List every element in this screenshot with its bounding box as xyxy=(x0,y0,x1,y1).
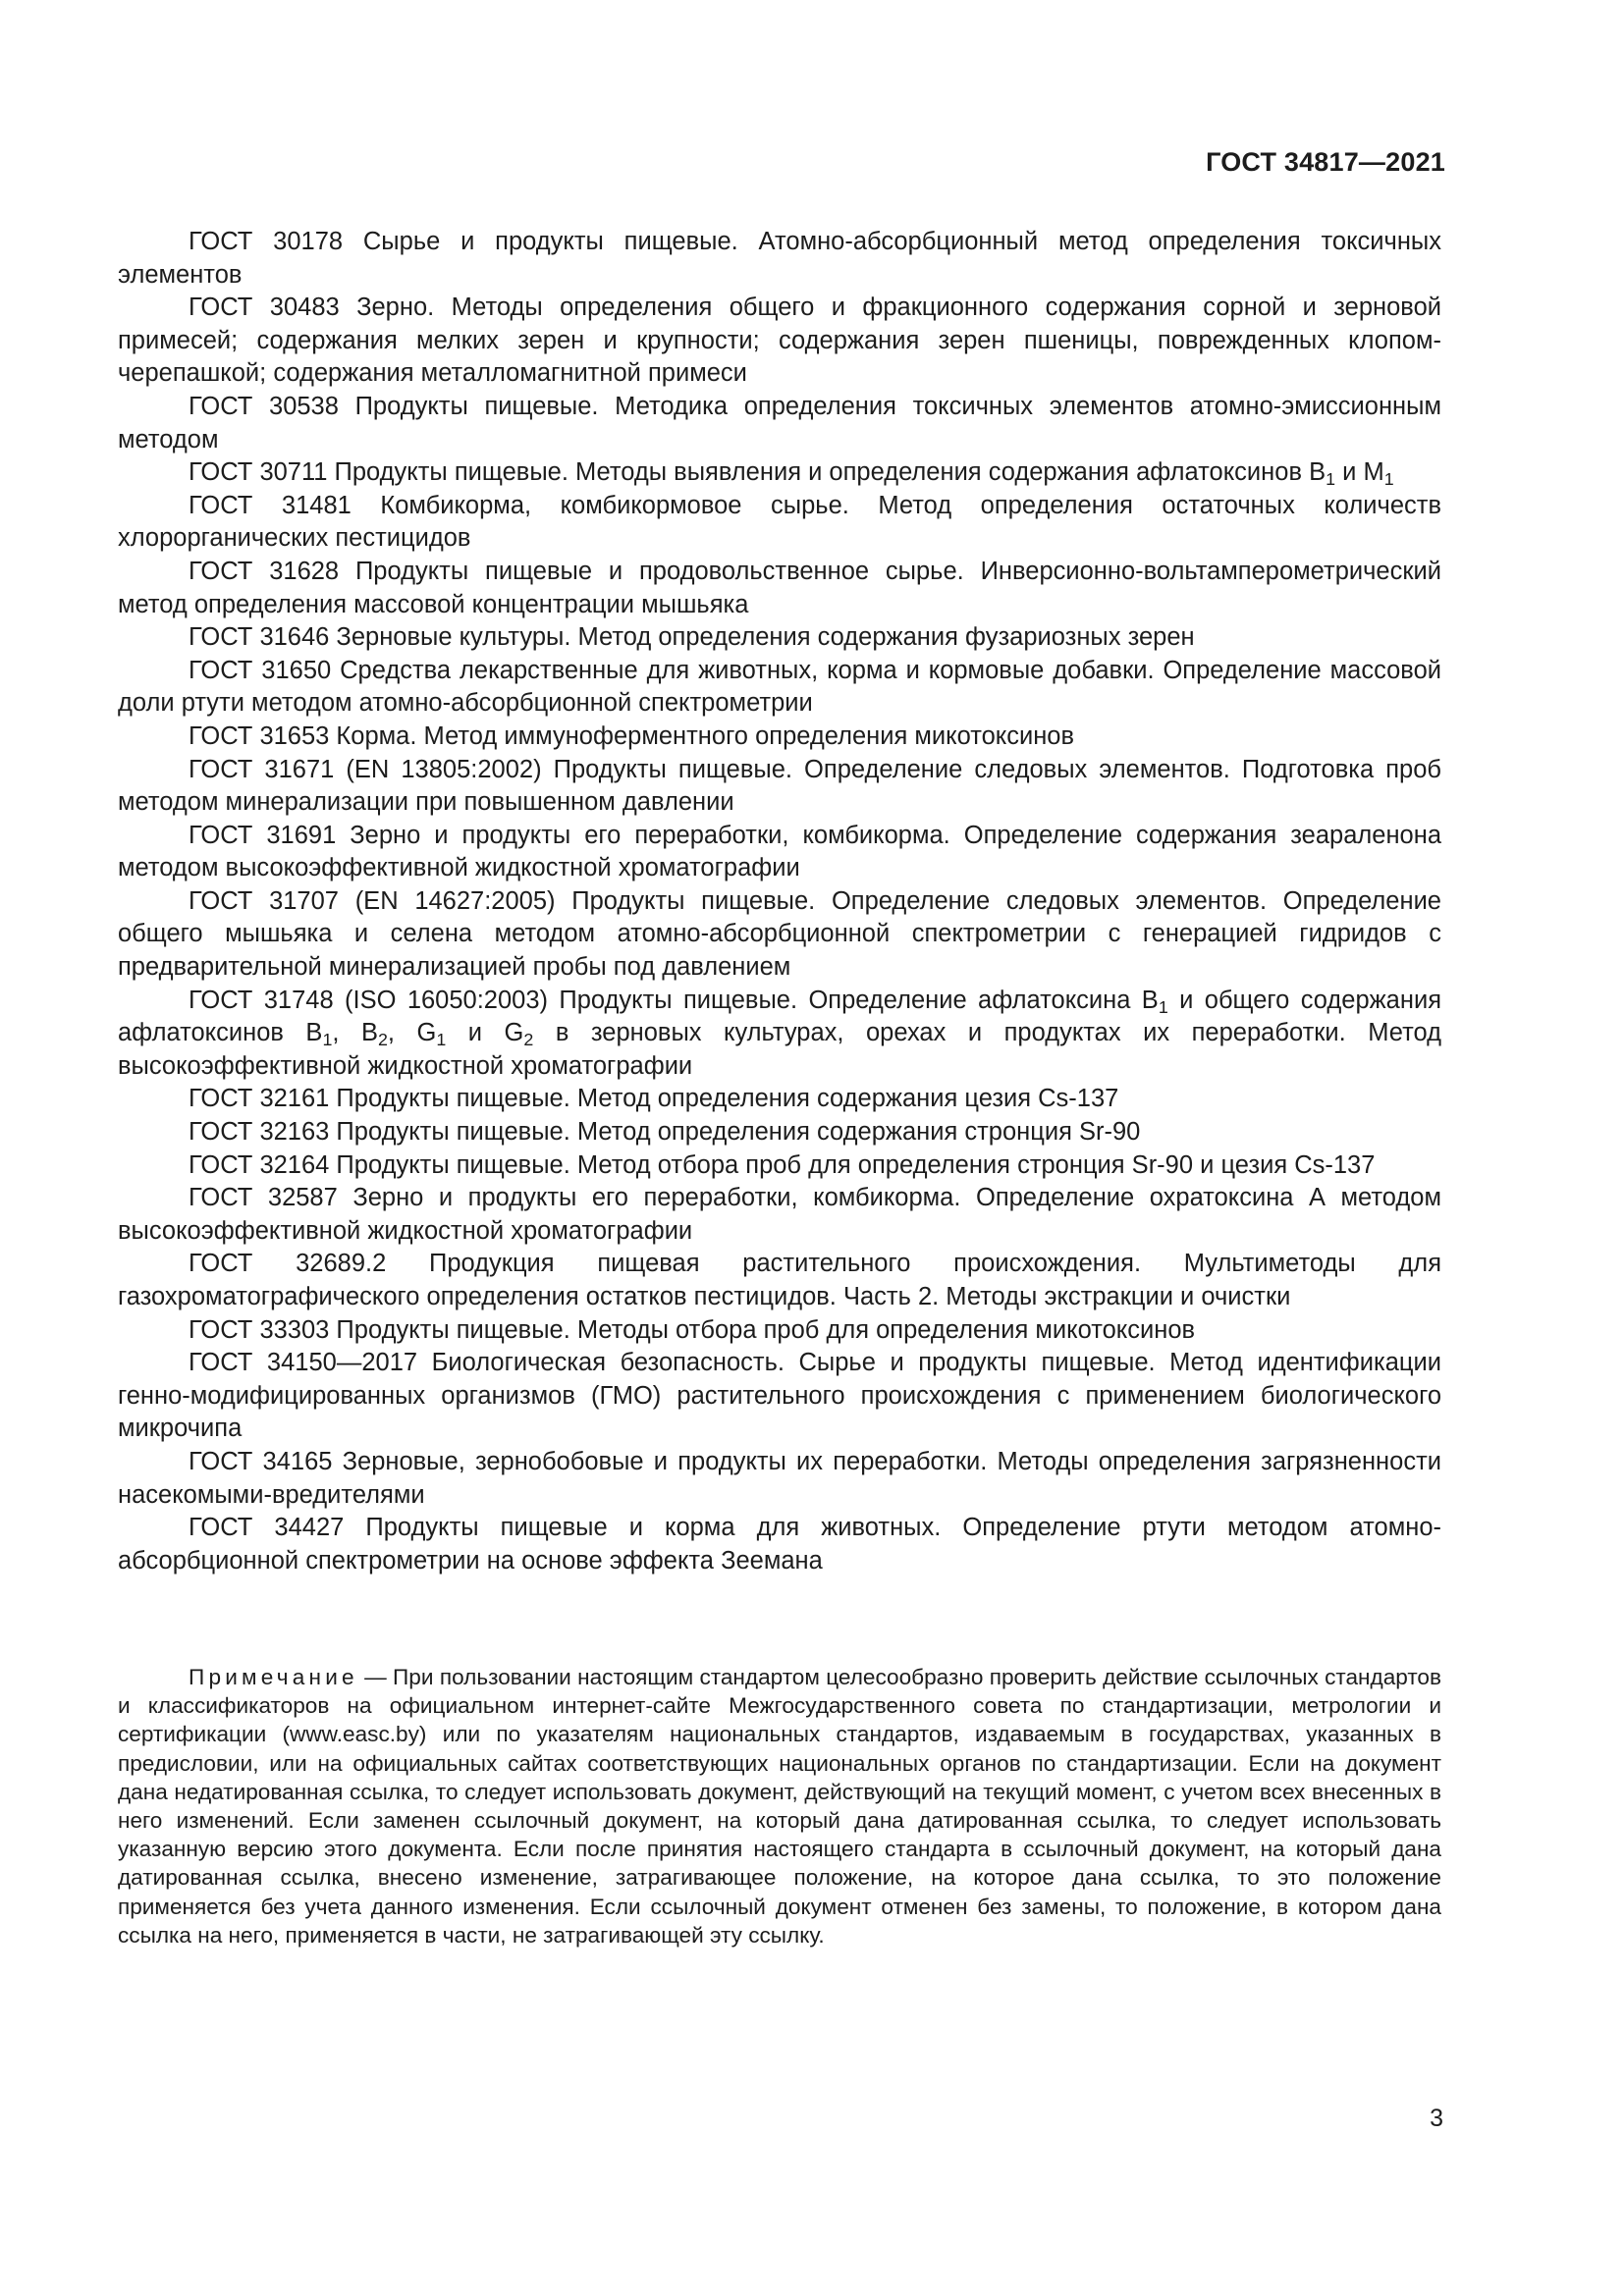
reference-item: ГОСТ 32689.2 Продукция пищевая растительного происхождения. Мультиметоды для газохроматографического определения остатков пестицидов. Часть 2. Методы экстракции и очистки xyxy=(118,1250,1441,1310)
subscript: 1 xyxy=(1383,469,1394,490)
normative-references-list xyxy=(118,226,1441,1577)
subscript: 1 xyxy=(1158,996,1168,1017)
reference-text: и общего содержания афлатоксинов B xyxy=(118,986,1442,1047)
reference-item: ГОСТ 32164 Продукты пищевые. Метод отбора проб для определения стронция Sr-90 и цезия Cs-137 xyxy=(189,1150,1376,1179)
reference-item: ГОСТ 31707 (EN 14627:2005) Продукты пищевые. Определение следовых элементов. Определение общего мышьяка и селена методом атомно-абсорбционной спектрометрии с генерацией гидридов с предварительной минерализацией пробы под давлением xyxy=(118,886,1441,982)
reference-text: и G xyxy=(446,1019,524,1047)
reference-item: ГОСТ 34150—2017 Биологическая безопасность. Сырье и продукты пищевые. Метод идентификации генно-модифицированных организмов (ГМО) растительного происхождения с применением биологического микрочипа xyxy=(118,1349,1441,1443)
reference-item: ГОСТ 31481 Комбикорма, комбикормовое сырье. Метод определения остаточных количеств хлорорганических пестицидов xyxy=(118,491,1441,553)
reference-text: , G xyxy=(387,1019,437,1047)
reference-text: ГОСТ 30711 Продукты пищевые. Методы выявления и определения содержания афлатоксинов B xyxy=(189,458,1326,487)
reference-item: ГОСТ 32163 Продукты пищевые. Метод определения содержания стронция Sr-90 xyxy=(189,1118,1141,1147)
reference-item: ГОСТ 30483 Зерно. Методы определения общего и фракционного содержания сорной и зерновой примесей; содержания мелких зерен и крупности; содержания зерен пшеницы, поврежденных клопом-черепашкой; содержания металломагнитной примеси xyxy=(118,294,1441,388)
reference-item: ГОСТ 30178 Сырье и продукты пищевые. Атомно-абсорбционный метод определения токсичных элементов xyxy=(118,228,1441,289)
subscript: 1 xyxy=(1326,469,1336,490)
subscript: 1 xyxy=(436,1030,447,1050)
reference-item: ГОСТ 33303 Продукты пищевые. Методы отбора проб для определения микотоксинов xyxy=(189,1315,1196,1344)
reference-text: и M xyxy=(1335,458,1384,487)
subscript: 2 xyxy=(523,1030,534,1050)
subscript: 1 xyxy=(322,1030,333,1050)
reference-item: ГОСТ 31628 Продукты пищевые и продовольственное сырье. Инверсионно-вольтамперометрический метод определения массовой концентрации мышьяка xyxy=(118,557,1441,618)
reference-item: ГОСТ 32587 Зерно и продукты его переработки, комбикорма. Определение охратоксина А методом высокоэффективной жидкостной хроматографии xyxy=(118,1184,1441,1245)
reference-item: ГОСТ 31650 Средства лекарственные для животных, корма и кормовые добавки. Определение массовой доли ртути методом атомно-абсорбционной спектрометрии xyxy=(118,656,1441,718)
reference-text: , B xyxy=(332,1019,378,1047)
reference-item: ГОСТ 32161 Продукты пищевые. Метод определения содержания цезия Cs-137 xyxy=(189,1085,1119,1113)
reference-item xyxy=(118,456,1441,490)
note-paragraph xyxy=(118,1663,1441,1949)
reference-item: ГОСТ 31646 Зерновые культуры. Метод определения содержания фузариозных зерен xyxy=(189,623,1195,652)
reference-item: ГОСТ 31653 Корма. Метод иммуноферментного определения микотоксинов xyxy=(189,721,1075,750)
reference-item: ГОСТ 30538 Продукты пищевые. Методика определения токсичных элементов атомно-эмиссионным методом xyxy=(118,392,1441,454)
reference-item: ГОСТ 31691 Зерно и продукты его переработки, комбикорма. Определение содержания зеараленона методом высокоэффективной жидкостной хроматографии xyxy=(118,821,1441,882)
subscript: 2 xyxy=(377,1030,388,1050)
reference-item xyxy=(118,985,1441,1084)
reference-text: в зерновых культурах, орехах и продуктах их переработки. Метод высокоэффективной жидкостной хроматографии xyxy=(118,1019,1441,1080)
reference-item: ГОСТ 34165 Зерновые, зернобобовые и продукты их переработки. Методы определения загрязненности насекомыми-вредителями xyxy=(118,1447,1441,1509)
note-label: Примечание xyxy=(189,1665,358,1689)
reference-item: ГОСТ 34427 Продукты пищевые и корма для животных. Определение ртути методом атомно-абсорбционной спектрометрии на основе эффекта Зеемана xyxy=(118,1514,1441,1575)
note-text: — При пользовании настоящим стандартом целесообразно проверить действие ссылочных стандартов и классификаторов на официальном интернет-сайте Межгосударственного совета по стандартизации, метрологии и сертификации (www.easc.by) или по указателям национальных стандартов, издаваемым в государствах, указанных в предисловии, или на официальных сайтах соответствующих национальных органов по стандартизации. Если на документ дана недатированная ссылка, то следует использовать документ, действующий на текущий момент, с учетом всех внесенных в него изменений. Если заменен ссылочный документ, на который дана датированная ссылка, то следует использовать указанную версию этого документа. Если после принятия настоящего стандарта в ссылочный документ, на который дана датированная ссылка, внесено изменение, затрагивающее положение, на которое дана ссылка, то это положение применяется без учета данного изменения. Если ссылочный документ отменен без замены, то положение, в котором дана ссылка на него, применяется в части, не затрагивающей эту ссылку. xyxy=(118,1665,1441,1948)
reference-item: ГОСТ 31671 (EN 13805:2002) Продукты пищевые. Определение следовых элементов. Подготовка проб методом минерализации при повышенном давлении xyxy=(118,755,1441,817)
document-designation: ГОСТ 34817—2021 xyxy=(1206,147,1445,177)
page-number: 3 xyxy=(1430,2105,1443,2132)
reference-text: ГОСТ 31748 (ISO 16050:2003) Продукты пищевые. Определение афлатоксина B xyxy=(189,986,1159,1014)
